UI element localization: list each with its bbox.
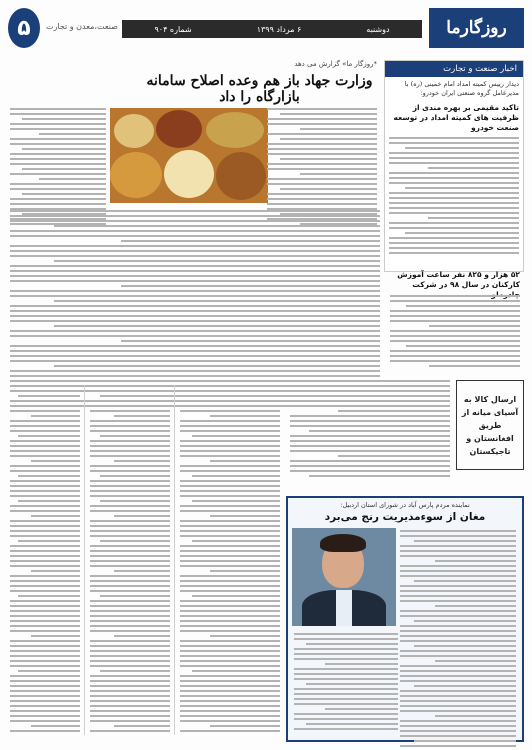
page-number: ۵ bbox=[8, 8, 40, 48]
issue-number: شماره ۹۰۴ bbox=[154, 24, 192, 34]
interview-headline: مغان از سوءمدیریت رنج می‌برد bbox=[324, 511, 486, 523]
issue-info-bar bbox=[122, 20, 422, 38]
sidebar-headline-2: ۵۲ هزار و ۸۲۵ نفر ساعت آموزش کارکنان در سال ۹۸ در شرکت bbox=[397, 270, 520, 289]
grains-photo bbox=[110, 108, 268, 203]
story-kicker: *روزگار ما» گزارش می دهد bbox=[294, 60, 377, 68]
interview-text-left bbox=[294, 633, 398, 733]
issue-date: ۶ مرداد ۱۳۹۹ bbox=[256, 24, 302, 34]
column-divider bbox=[84, 385, 85, 735]
column-divider bbox=[174, 385, 175, 735]
portrait-hair bbox=[320, 534, 366, 552]
story-headline: وزارت جهاد باز هم وعده اصلاح سامانه بازارگاه را داد bbox=[146, 73, 373, 105]
sidebar-headline-1: تاکید مقیمی بر بهره مندی از ظرفیت های کمیته امداد در توسعه صنعت خودرو bbox=[393, 103, 519, 132]
interview-text-right bbox=[400, 530, 516, 750]
sidebar-text bbox=[385, 135, 523, 259]
masthead bbox=[8, 8, 524, 52]
section-label: صنعت،معدن و تجارت bbox=[46, 22, 118, 31]
boxed-headline: ارسال کالا به آسیای میانه از طریق افغانستان و تاجیکستان bbox=[456, 380, 524, 470]
sidebar-text-2 bbox=[390, 295, 520, 370]
portrait-photo bbox=[292, 528, 396, 626]
portrait-shirt bbox=[336, 590, 352, 626]
notice-column-2 bbox=[90, 385, 170, 735]
boxed-item-text bbox=[290, 380, 450, 480]
sidebar-title: اخبار صنعت و تجارت bbox=[385, 61, 523, 77]
newspaper-logo: روزگارما bbox=[429, 8, 524, 48]
sidebar-news-box bbox=[384, 60, 524, 272]
weekday: دوشنبه bbox=[366, 24, 390, 34]
notice-column-3 bbox=[180, 385, 280, 735]
notice-column-1 bbox=[10, 385, 80, 735]
interview-box bbox=[286, 496, 524, 742]
interview-kicker: نماینده مردم پارس آباد در شورای استان اردبیل: bbox=[340, 501, 470, 509]
sidebar-lead: دیدار رییس کمیته امداد امام خمینی (ره) با مدیرعامل گروه صنعتی ایران خودرو: bbox=[404, 80, 519, 97]
